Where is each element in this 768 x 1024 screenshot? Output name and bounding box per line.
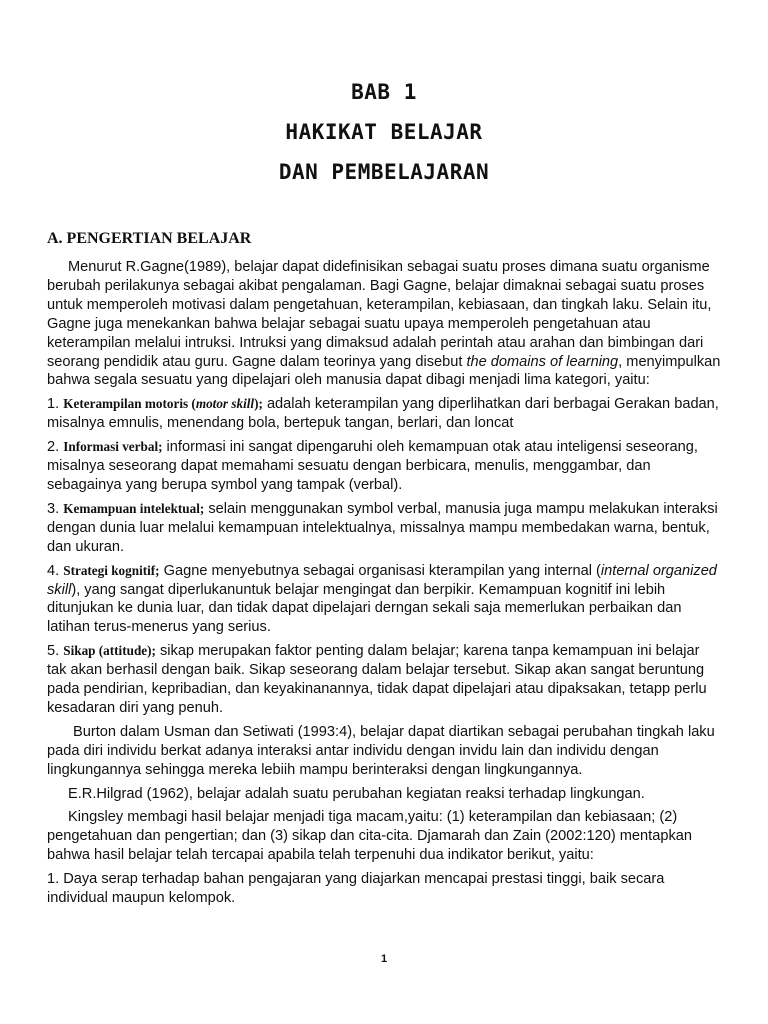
indicator-item: 1. Daya serap terhadap bahan pengajaran yang diajarkan mencapai prestasi tinggi, baik secara individual maupun kelompok. [47, 871, 665, 907]
chapter-subtitle: DAN PEMBELAJARAN [278, 160, 490, 184]
list-item-verbal: 2. Informasi verbal; informasi ini sangat dipengaruhi oleh kemampuan otak atau inteligensi seseorang, misalnya seseorang dapat memahami sesuatu dengan berbicara, menulis, menggambar, dan sebagainya yang berupa symbol yang tampak (verbal). [47, 439, 698, 493]
chapter-number: BAB 1 [351, 80, 417, 104]
section-title: A. PENGERTIAN BELAJAR [47, 230, 252, 247]
list-item-motor: 1. Keterampilan motoris (motor skill); adalah keterampilan yang diperlihatkan dari berbagai Gerakan badan, misalnya emnulis, menendang bola, bertepuk tangan, berlari, dan loncat [47, 396, 719, 432]
section-body [47, 258, 721, 913]
intro-paragraph: Menurut R.Gagne(1989), belajar dapat didefinisikan sebagai suatu proses dimana suatu organisme berubah perilakunya sebagai akibat pengalaman. Bagi Gagne, belajar dimaknai sebagai suatu proses untuk memperoleh motivasi dalam pengetahuan, keterampilan, kebiasaan, dan tingkah laku. Selain itu, Gagne juga menekankan bahwa belajar sebagai suatu upaya memperoleh pengetahuan atau keterampilan melalui intruksi. Intruksi yang dimaksud adalah perintah atau arahan dan bimbingan dari seorang pendidik atau guru. Gagne dalam teorinya yang disebut the domains of learning, menyimpulkan bahwa segala sesuatu yang dipelajari oleh manusia dapat dibagi menjadi lima kategori, yaitu: [47, 259, 721, 389]
item-term-italic: motor skill [195, 396, 255, 412]
item-term: Informasi verbal; [63, 439, 163, 455]
list-item-attitude: 5. Sikap (attitude); sikap merupakan faktor penting dalam belajar; karena tanpa kemampuan ini belajar tak akan berhasil dengan baik. Sikap seseorang dalam belajar tersebut. Sikap akan sangat beruntung pada pendirian, kepribadian, dan keyakinanannya, tidak dapat dipelajari atau dipaksakan, tetapp perlu kesadaran diri yang penuh. [47, 643, 707, 716]
intro-italic-term: the domains of learning [466, 353, 619, 370]
chapter-title: HAKIKAT BELAJAR [285, 120, 483, 144]
item-term: Kemampuan intelektual; [63, 500, 205, 516]
list-item-intellectual: 3. Kemampuan intelektual; selain menggunakan symbol verbal, manusia juga mampu melakukan interaksi dengan dunia luar melalui kemampuan intelektualnya, missalnya mampu membedakan warna, bentuk, dan ukuran. [47, 500, 718, 555]
kingsley-paragraph: Kingsley membagi hasil belajar menjadi tiga macam,yaitu: (1) keterampilan dan kebiasaan; (2) pengetahuan dan pengertian; dan (3) sikap dan cita-cita. Djamarah dan Zain (2002:120) mentapkan bahwa hasil belajar telah tercapai apabila telah terpenuhi dua indikator berikut, yaitu: [47, 809, 692, 864]
item-term: Keterampilan motoris [63, 396, 189, 412]
list-item-cognitive: 4. Strategi kognitif; Gagne menyebutnya sebagai organisasi kterampilan yang internal (internal organized skill), yang sangat diperlukanuntuk belajar mengingat dan berpikir. Kemampuan kognitif ini lebih ditunjukan ke dunia luar, dan tidak dapat dipelajari derngan sekali saja memerlukan perbaikan dan latihan terus-menerus yang serius. [47, 562, 717, 636]
hilgrad-paragraph: E.R.Hilgrad (1962), belajar adalah suatu perubahan kegiatan reaksi terhadap lingkungan. [68, 785, 645, 802]
item-term: Sikap (attitude); [63, 643, 156, 659]
burton-paragraph: Burton dalam Usman dan Setiwati (1993:4), belajar dapat diartikan sebagai perubahan tingkah laku pada diri individu berkat adanya interaksi antar individu dengan invidu lain dan individu dengan lingkungannya sehingga mereka lebiih mampu berinteraksi dengan lingkungannya. [47, 723, 715, 778]
page-number: 1 [380, 953, 388, 965]
item-italic: internal organized skill [47, 562, 717, 598]
item-term: Strategi kognitif; [63, 562, 160, 578]
